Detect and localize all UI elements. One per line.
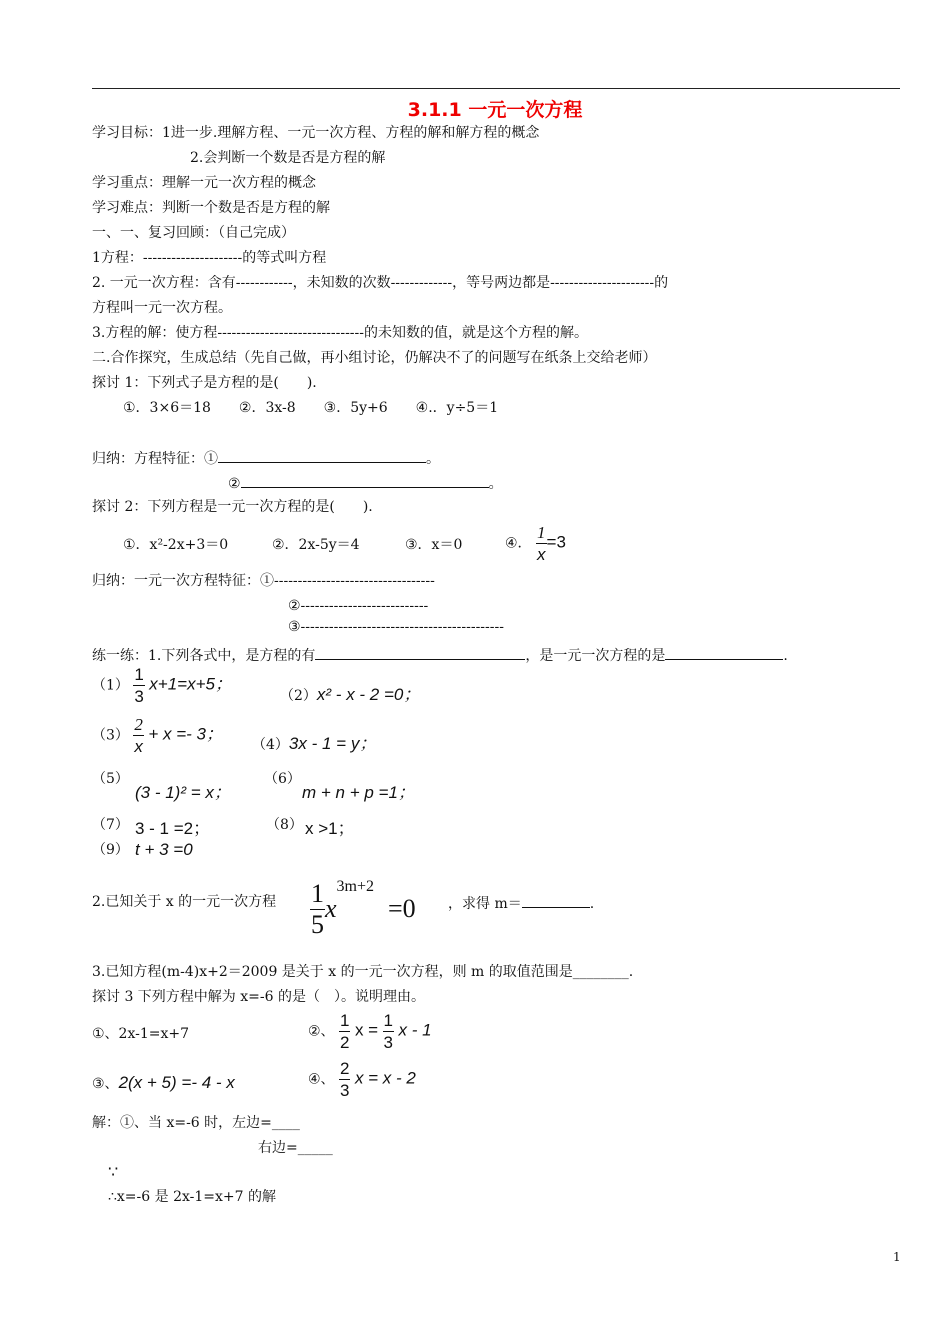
explore2-option-4 xyxy=(505,524,566,563)
practice-item-9 xyxy=(135,840,193,860)
exponent: 3m+2 xyxy=(336,878,375,895)
explore3-option-2 xyxy=(308,1012,432,1051)
practice-question-2-equation xyxy=(310,878,416,938)
header-rule xyxy=(92,88,900,89)
denominator: 3 xyxy=(134,687,144,706)
practice-item-7 xyxy=(135,814,210,839)
equation: x² - x - 2 =0； xyxy=(316,685,421,704)
answer-blank[interactable] xyxy=(665,645,783,660)
solution-left-side: 解：①、当 x=-6 时，左边=____ xyxy=(92,1115,300,1131)
explore3-question: 探讨 3 下列方程中解为 x=-6 的是（ ）。说明理由。 xyxy=(92,989,425,1005)
equation: 3 - 1 =2； xyxy=(135,819,211,838)
practice-item-6-label: （6） xyxy=(264,771,301,787)
key-point: 学习重点：理解一元一次方程的概念 xyxy=(92,175,316,191)
review-q1: 1方程：---------------------的等式叫方程 xyxy=(92,250,327,266)
explore2-option-1: ①．x²-2x+3＝0 xyxy=(123,537,229,553)
equation: (3 - 1)² = x； xyxy=(135,783,231,802)
explore2-question: 探讨 2：下列方程是一元一次方程的是( ). xyxy=(92,499,373,515)
item-label: （4） xyxy=(252,737,289,753)
practice-item-6 xyxy=(302,778,415,803)
practice-item-1 xyxy=(92,666,232,705)
fraction xyxy=(536,524,547,563)
practice-item-3 xyxy=(92,716,223,755)
explore2-option-2: ②．2x-5y＝4 xyxy=(272,537,360,553)
item-label: （3） xyxy=(92,727,129,744)
practice-item-9-label: （9） xyxy=(92,842,129,858)
summary1-label: 归纳：方程特征：① xyxy=(92,451,218,467)
difficulty: 学习难点：判断一个数是否是方程的解 xyxy=(92,200,330,216)
equation: x = x - 2 xyxy=(354,1068,416,1088)
equation-rhs: =3 xyxy=(546,532,566,552)
numerator: 1 xyxy=(537,523,546,542)
explore2-option-3: ③．x＝0 xyxy=(405,537,463,553)
answer-label: ，求得 m＝ xyxy=(448,896,522,912)
equation-rhs: =0 xyxy=(388,894,416,923)
practice-end: . xyxy=(783,648,788,664)
explore3-option-3 xyxy=(92,1073,235,1093)
fraction xyxy=(310,878,325,939)
answer-end: . xyxy=(589,896,595,912)
equation: x+1=x+5； xyxy=(149,674,232,694)
option-label: ③、 xyxy=(92,1076,119,1092)
practice-question-2-text: 2.已知关于 x 的一元一次方程 xyxy=(92,894,277,910)
practice-question-2-answer xyxy=(448,893,594,913)
option-label: ②、 xyxy=(308,1023,335,1040)
explore1-options: ①．3×6＝18 ②．3x-8 ③．5y+6 ④.．y÷5＝1 xyxy=(123,400,499,416)
practice-item-4 xyxy=(252,729,376,754)
summary1-b-end: 。 xyxy=(488,476,503,492)
practice-mid: ，是一元一次方程的是 xyxy=(525,648,666,664)
summary2-line3: ③------------------------------------------- xyxy=(288,619,504,635)
numerator: 2 xyxy=(134,715,143,734)
numerator: 1 xyxy=(340,1011,350,1030)
denominator: 5 xyxy=(311,909,324,939)
because-symbol: ∵ xyxy=(108,1162,119,1181)
fraction xyxy=(133,666,144,705)
numerator: 2 xyxy=(340,1059,350,1078)
fraction xyxy=(133,716,144,755)
equation-part: x - 1 xyxy=(398,1020,432,1040)
numerator: 1 xyxy=(311,878,324,908)
answer-blank[interactable] xyxy=(218,448,426,463)
explore3-option-1: ①、2x-1=x+7 xyxy=(92,1026,190,1042)
numerator: 1 xyxy=(134,665,144,684)
option-4-label: ④． xyxy=(505,535,532,552)
equation: m + n + p =1； xyxy=(302,783,415,802)
summary1-line2 xyxy=(228,473,503,493)
answer-blank[interactable] xyxy=(241,473,489,488)
practice-item-5-label: （5） xyxy=(92,771,129,787)
denominator: 3 xyxy=(340,1081,350,1100)
fraction xyxy=(339,1060,350,1099)
explore1-question: 探讨 1：下列式子是方程的是( ). xyxy=(92,375,317,391)
section-review-heading: 一、一、复习回顾：（自己完成） xyxy=(92,225,295,241)
practice-question-1 xyxy=(92,645,788,665)
explore3-option-4 xyxy=(308,1060,416,1099)
item-label: （2） xyxy=(280,688,317,704)
solution-right-side: 右边=_____ xyxy=(258,1140,333,1156)
therefore-statement: ∴x=-6 是 2x-1=x+7 的解 xyxy=(108,1189,276,1205)
learning-goals-1: 学习目标：1进一步.理解方程、一元一次方程、方程的解和解方程的概念 xyxy=(92,125,540,141)
variable: x xyxy=(325,894,337,923)
review-q3: 3.方程的解：使方程-------------------------------的未知数的值，就是这个方程的解。 xyxy=(92,325,589,341)
equation-part: x = xyxy=(354,1020,379,1040)
practice-item-7-label: （7） xyxy=(92,817,129,833)
denominator: 3 xyxy=(383,1033,394,1052)
fraction xyxy=(383,1012,394,1051)
equation: + x =- 3； xyxy=(148,724,223,744)
equation: 3x - 1 = y； xyxy=(288,734,377,753)
answer-blank[interactable] xyxy=(315,645,525,660)
practice-item-5 xyxy=(135,778,231,803)
page-number: 1 xyxy=(893,1250,901,1264)
item-label: （1） xyxy=(92,677,129,694)
summary1-end: 。 xyxy=(426,451,440,467)
numerator: 1 xyxy=(383,1011,394,1030)
practice-item-2 xyxy=(280,680,420,705)
equation: 2(x + 5) =- 4 - x xyxy=(118,1073,235,1092)
summary2-line1: 归纳：一元一次方程特征：①---------------------------------- xyxy=(92,573,435,589)
denominator: 2 xyxy=(340,1033,350,1052)
practice-item-8 xyxy=(305,814,355,839)
option-label: ④、 xyxy=(308,1071,335,1088)
learning-goals-2: 2.会判断一个数是否是方程的解 xyxy=(190,150,386,166)
practice-question-3: 3.已知方程(m-4)x+2＝2009 是关于 x 的一元一次方程，则 m 的取值范围是________. xyxy=(92,964,634,980)
section-explore-heading: 二.合作探究，生成总结（先自己做，再小组讨论，仍解决不了的问题写在纸条上交给老师） xyxy=(92,350,657,366)
summary1-b-label: ② xyxy=(228,476,241,492)
fraction xyxy=(339,1012,350,1051)
answer-blank[interactable] xyxy=(522,893,590,908)
review-q2-line1: 2. 一元一次方程：含有------------，未知数的次数-------------，等号两边都是----------------------的 xyxy=(92,275,669,291)
review-q2-line2: 方程叫一元一次方程。 xyxy=(92,300,232,316)
practice-item-8-label: （8） xyxy=(266,817,303,833)
denominator: x xyxy=(134,737,143,756)
denominator: x xyxy=(537,545,546,564)
practice-title: 练一练：1.下列各式中，是方程的有 xyxy=(92,648,316,664)
summary1-line1 xyxy=(92,448,440,468)
page-title: 3.1.1 一元一次方程 xyxy=(407,99,583,121)
summary2-line2: ②--------------------------- xyxy=(288,598,429,614)
equation: x >1； xyxy=(305,819,355,838)
equation: t + 3 =0 xyxy=(135,840,193,859)
